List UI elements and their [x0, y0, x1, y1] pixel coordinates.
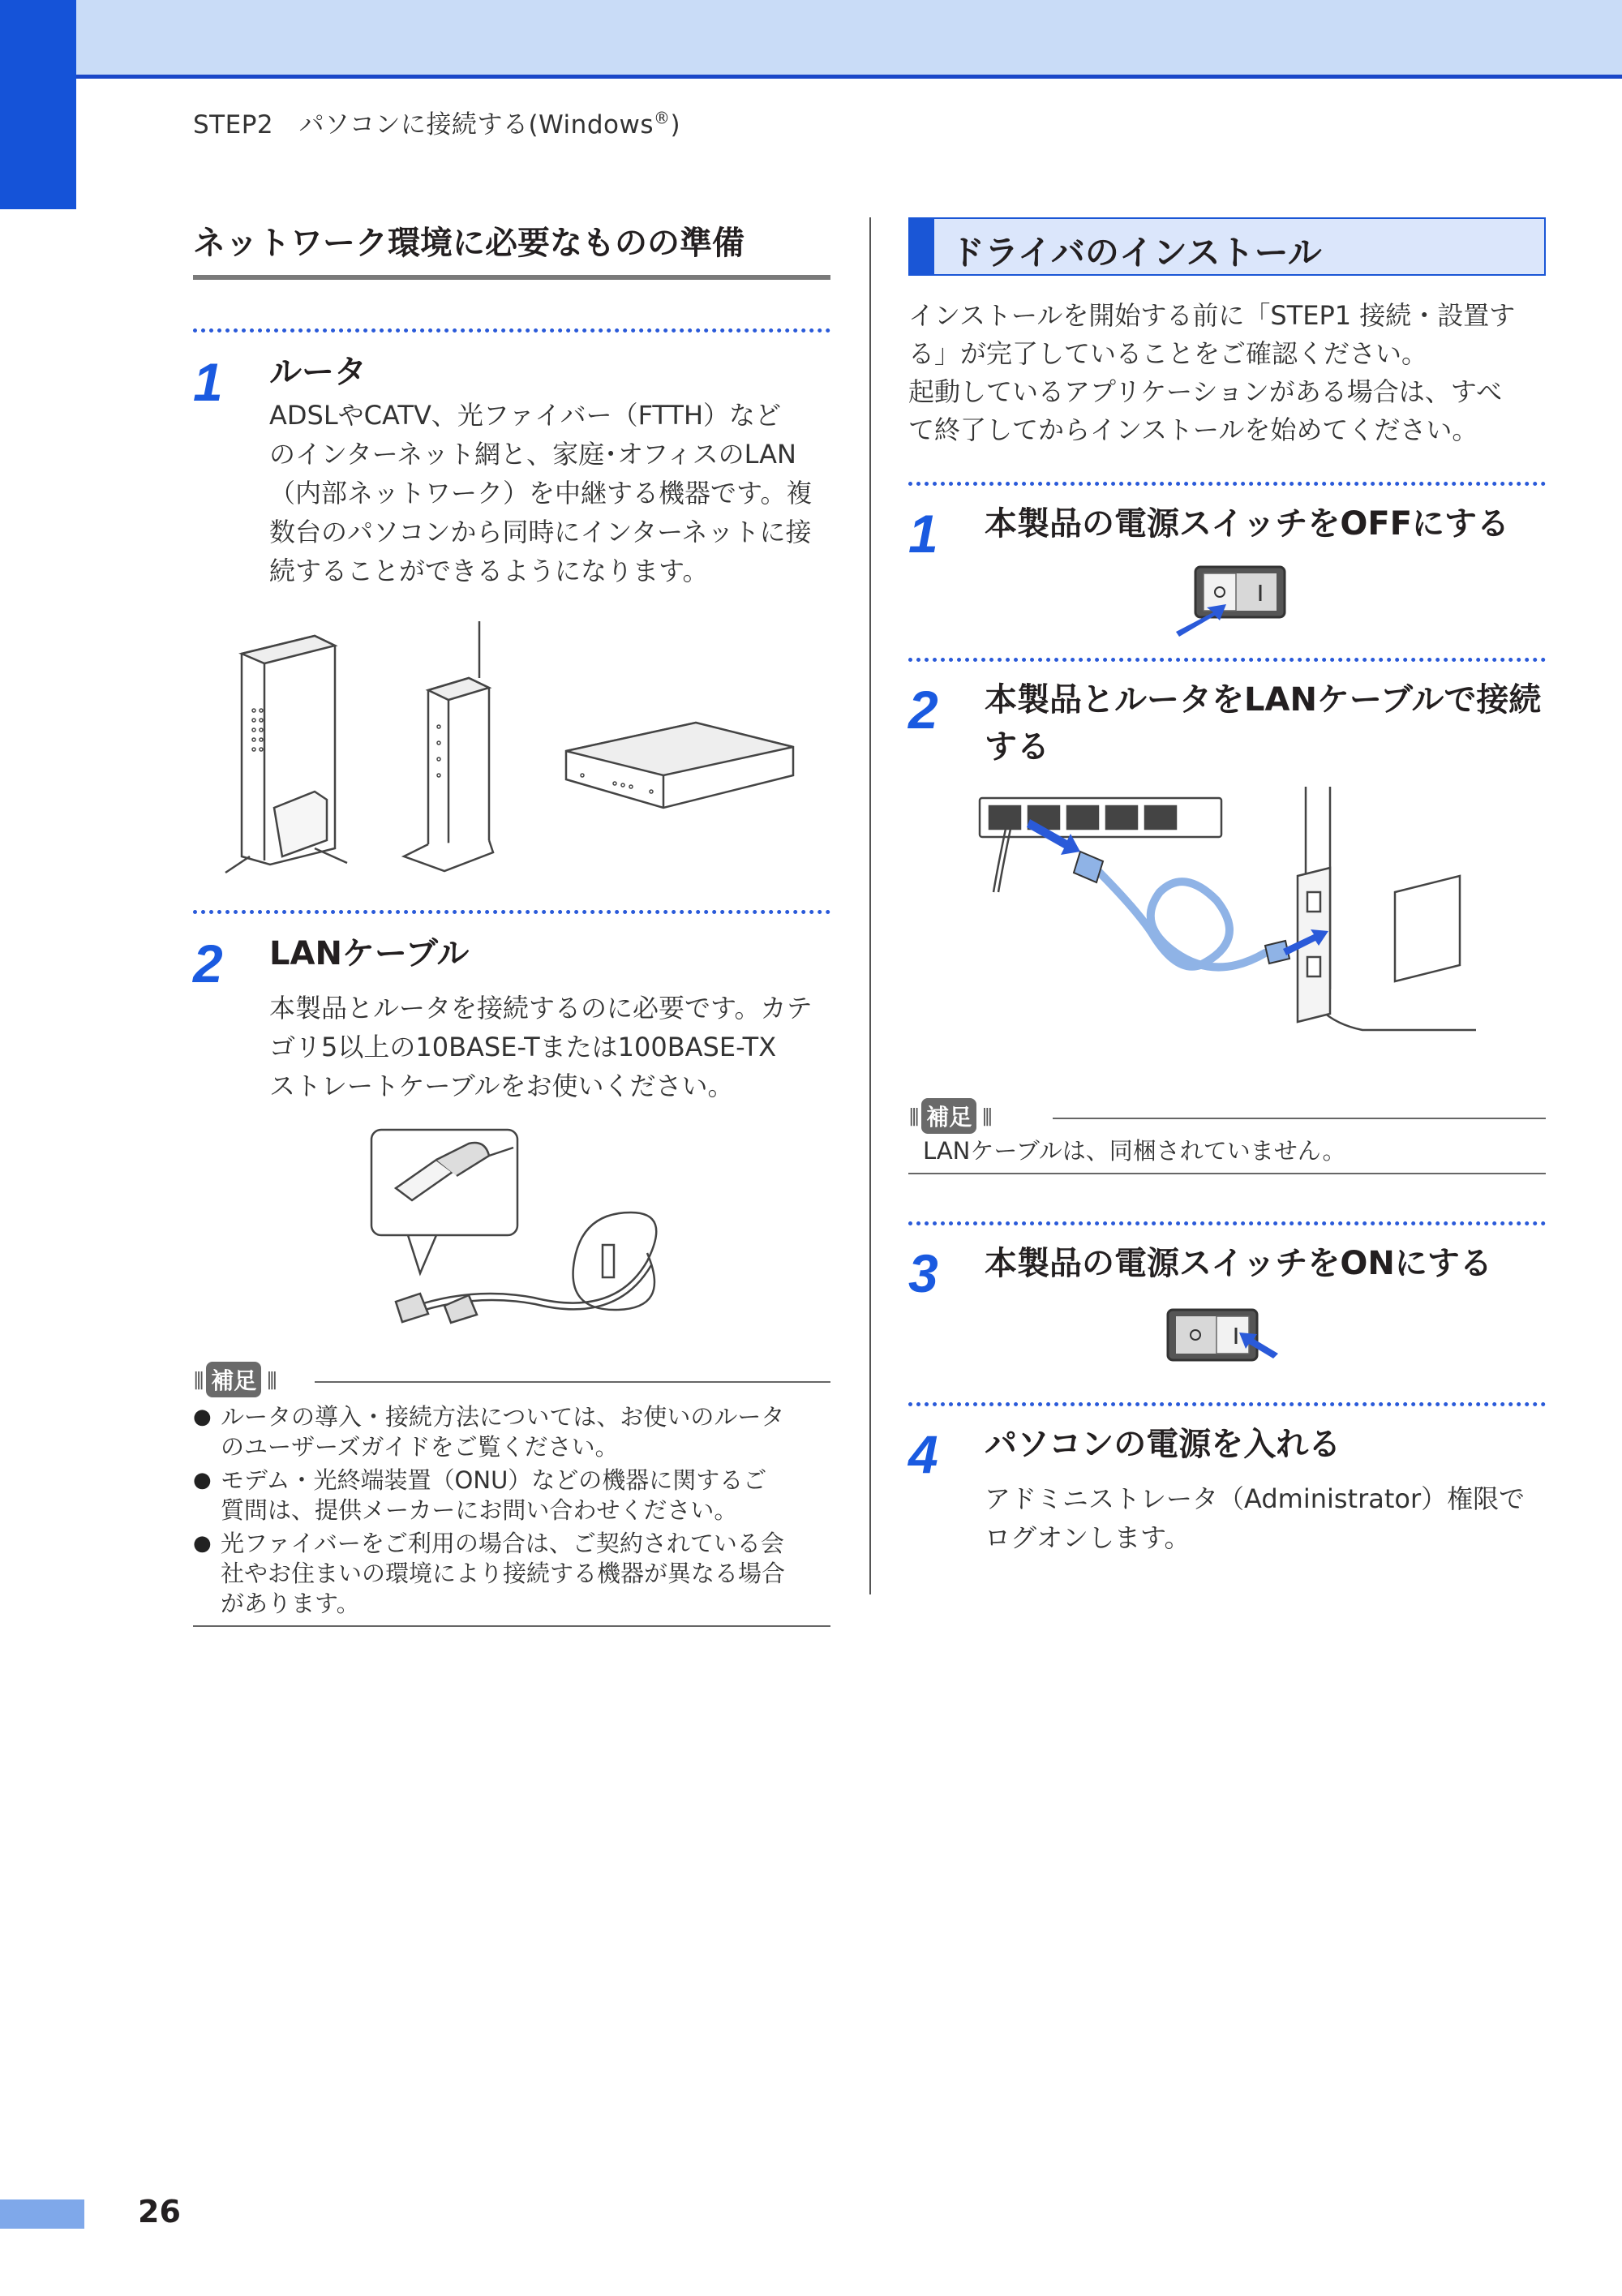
note-badge: ||| 補足 |||: [193, 1362, 275, 1397]
step-number: 2: [908, 680, 938, 740]
step-heading: LANケーブル: [269, 935, 470, 972]
note-text: LANケーブルは、同梱されていません。: [923, 1137, 1346, 1165]
note-list: [193, 1402, 830, 1619]
page-number-bar: [0, 2199, 84, 2229]
router-illustration: [193, 613, 830, 881]
dotted-divider: [908, 482, 1546, 486]
step-power-pc: [908, 1421, 1546, 1557]
power-switch-off-illustration: [908, 559, 1546, 648]
note-bottom-rule: [193, 1625, 830, 1627]
step-lan-cable: [193, 930, 830, 1105]
header-band: [0, 0, 1622, 75]
dotted-divider: [193, 910, 830, 914]
dotted-divider: [908, 658, 1546, 662]
step-power-off: [908, 500, 1546, 564]
step-heading: 本製品の電源スイッチをOFFにする: [985, 505, 1510, 543]
note-item: ● 光ファイバーをご利用の場合は、ご契約されている会 社やお住まいの環境により接続する機器が異なる場合 があります。: [193, 1529, 830, 1619]
section-title-driver: ドライバのインストール: [908, 217, 1546, 276]
power-switch-on-illustration: [908, 1302, 1546, 1383]
note-rule: [1053, 1118, 1546, 1119]
page-number: 26: [138, 2194, 181, 2229]
step-heading: パソコンの電源を入れる: [985, 1426, 1341, 1463]
lan-connection-illustration: [908, 787, 1546, 1079]
supplement-note: [193, 1362, 830, 1627]
step-number: 1: [193, 352, 223, 412]
step-description: ADSLやCATV、光ファイバー（FTTH）など のインターネット網と、家庭･オフィスのLAN （内部ネットワーク）を中継する機器です。複 数台のパソコンから同時にインターネットに接 続することができるようになります。: [269, 400, 813, 586]
step-power-on: [908, 1240, 1546, 1303]
header-rule: [76, 75, 1622, 79]
supplement-note: [908, 1098, 1546, 1174]
step-number: 4: [908, 1424, 938, 1484]
step-router: [193, 349, 830, 590]
intro-text: インストールを開始する前に「STEP1 接続・設置す る」が完了していることをご確認ください。 起動しているアプリケーションがある場合は、すべ て終了してからインストールを始めてください。: [908, 300, 1516, 445]
chapter-tab: [0, 0, 76, 209]
step-heading: 本製品の電源スイッチをONにする: [985, 1245, 1492, 1282]
note-item: ● モデム・光終端装置（ONU）などの機器に関するご 質問は、提供メーカーにお問い合わせください。: [193, 1466, 830, 1526]
step-number: 1: [908, 504, 938, 564]
step-number: 2: [193, 933, 223, 994]
step-description: アドミニストレータ（Administrator）権限で ログオンします。: [985, 1483, 1525, 1553]
step-heading: ルータ: [269, 354, 367, 391]
step-heading: 本製品とルータをLANケーブルで接続 する: [985, 681, 1542, 766]
step-connect-lan: [908, 676, 1546, 770]
note-bottom-rule: [908, 1173, 1546, 1174]
note-rule: [315, 1381, 830, 1383]
dotted-divider: [908, 1221, 1546, 1225]
column-divider: [869, 217, 871, 1594]
lan-cable-illustration: [193, 1123, 830, 1342]
dotted-divider: [193, 328, 830, 333]
note-badge: ||| 補足 |||: [908, 1098, 990, 1134]
running-head: STEP2 パソコンに接続する(Windows®): [193, 108, 681, 139]
step-number: 3: [908, 1243, 938, 1303]
left-column: [193, 217, 830, 1627]
section-title-network: ネットワーク環境に必要なものの準備: [193, 217, 830, 280]
step-description: 本製品とルータを接続するのに必要です。カテ ゴリ5以上の10BASE-Tまたは100BASE-TX ストレートケーブルをお使いください。: [269, 993, 813, 1101]
right-column: [908, 217, 1546, 1557]
dotted-divider: [908, 1402, 1546, 1406]
note-item: ● ルータの導入・接続方法については、お使いのルータ のユーザーズガイドをご覧ください。: [193, 1402, 830, 1462]
